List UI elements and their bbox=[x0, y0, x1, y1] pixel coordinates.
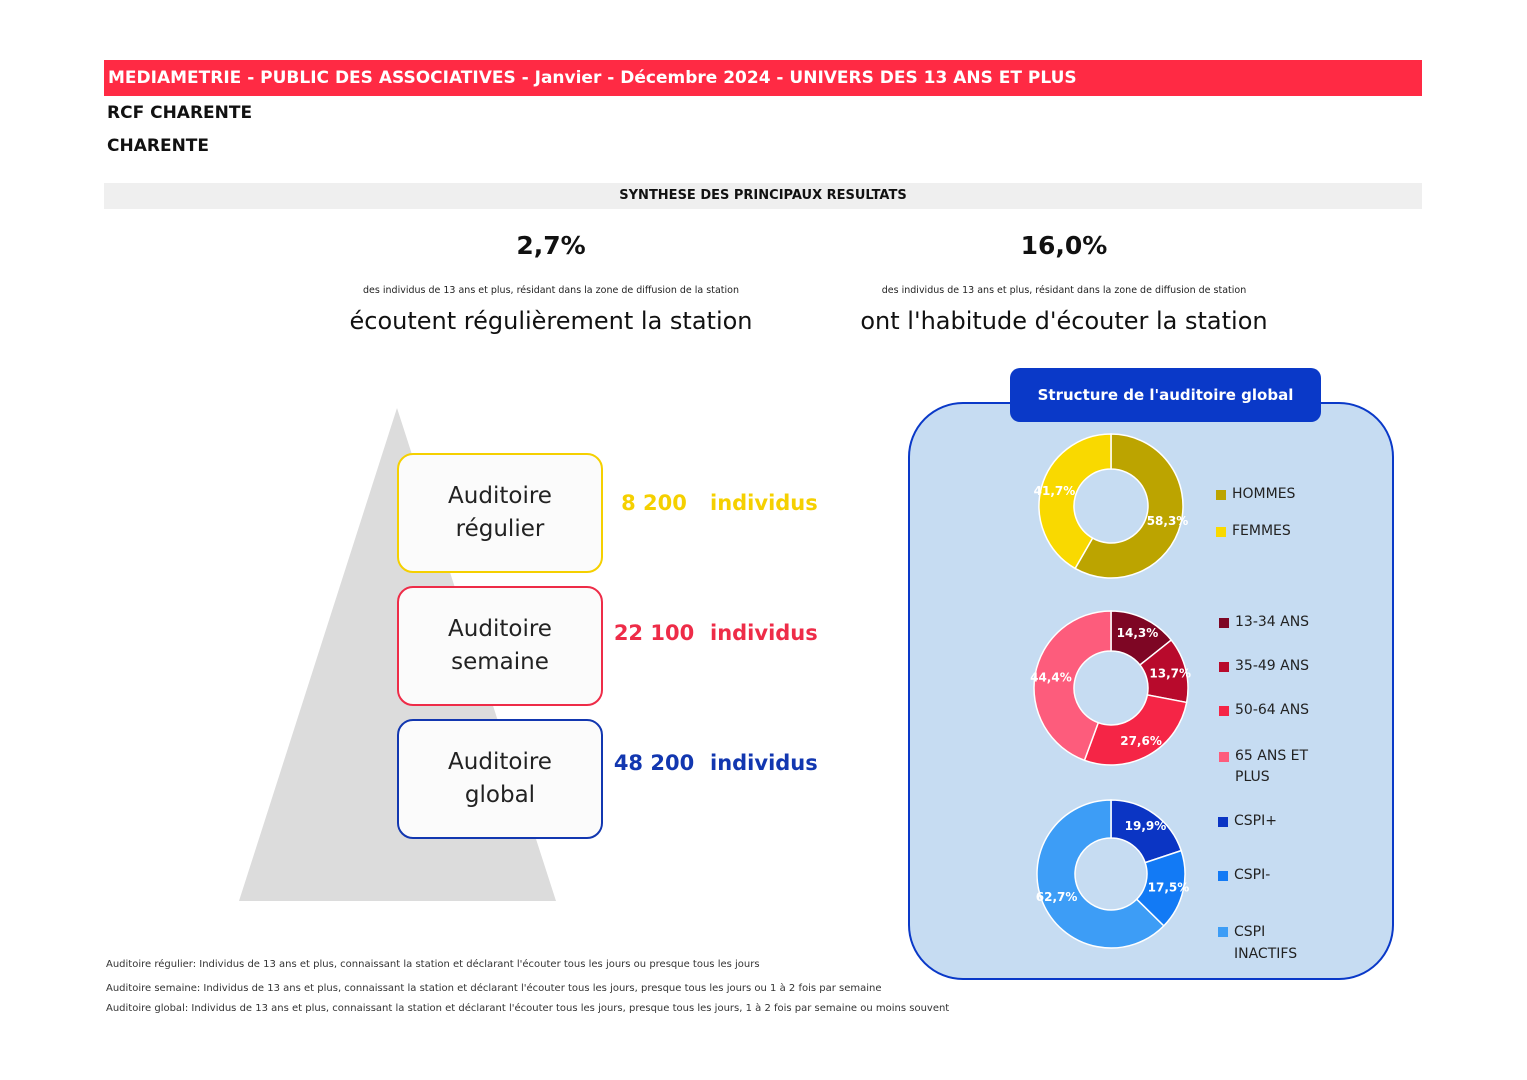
footnote-weekly: Auditoire semaine: Individus de 13 ans et plus, connaissant la station et déclarant l'écouter tous les jours, presque tous les jours ou 1 à 2 fois par semaine bbox=[106, 983, 882, 994]
audience-unit-weekly: individus bbox=[710, 621, 818, 645]
legend-swatch bbox=[1218, 817, 1228, 827]
donut-data-label: 41,7% bbox=[1033, 483, 1076, 498]
kpi-habit-note: des individus de 13 ans et plus, résidant dans la zone de diffusion de station bbox=[881, 285, 1247, 296]
legend-swatch bbox=[1219, 618, 1229, 628]
donut-data-label: 19,9% bbox=[1124, 819, 1167, 834]
synthesis-title: SYNTHESE DES PRINCIPAUX RESULTATS bbox=[104, 183, 1422, 209]
donut-slice-50-64-ans bbox=[1084, 695, 1186, 765]
legend-swatch bbox=[1218, 871, 1228, 881]
kpi-regular-note: des individus de 13 ans et plus, résidant dans la zone de diffusion de la station bbox=[363, 285, 739, 296]
audience-count-regular: 8 200 bbox=[621, 491, 687, 515]
audience-count-weekly: 22 100 bbox=[613, 621, 695, 645]
legend-csp bbox=[1218, 813, 1298, 965]
donut-data-label: 27,6% bbox=[1120, 734, 1162, 749]
audience-unit-global: individus bbox=[710, 751, 818, 775]
legend-swatch bbox=[1216, 490, 1226, 500]
donut-data-label: 58,3% bbox=[1146, 514, 1189, 529]
audience-label-line1: Auditoire bbox=[448, 749, 552, 775]
audience-count-global: 48 200 bbox=[613, 751, 695, 775]
donut-data-label: 14,3% bbox=[1116, 626, 1159, 641]
legend-item bbox=[1218, 921, 1298, 965]
donut-data-label: 44,4% bbox=[1030, 670, 1072, 685]
legend-label: 50-64 ANS bbox=[1235, 702, 1310, 718]
legend-label: 65 ANS ET PLUS bbox=[1235, 748, 1309, 785]
report-banner: MEDIAMETRIE - PUBLIC DES ASSOCIATIVES - Janvier - Décembre 2024 - UNIVERS DES 13 ANS ET PLUS bbox=[104, 60, 1422, 96]
audience-label-line1: Auditoire bbox=[448, 616, 552, 642]
donut-data-label: 17,5% bbox=[1147, 880, 1190, 895]
legend-age bbox=[1219, 614, 1319, 788]
kpi-habit-desc: ont l'habitude d'écouter la station bbox=[860, 307, 1268, 335]
legend-sex bbox=[1216, 486, 1295, 539]
footnote-global: Auditoire global: Individus de 13 ans et plus, connaissant la station et déclarant l'écouter tous les jours, presque tous les jours, 1 à 2 fois par semaine ou moins souvent bbox=[106, 1003, 950, 1014]
audience-unit-regular: individus bbox=[710, 491, 818, 515]
legend-label: 35-49 ANS bbox=[1235, 658, 1310, 674]
legend-swatch bbox=[1216, 527, 1226, 537]
donut-data-label: 62,7% bbox=[1035, 889, 1078, 904]
audience-label-line2: semaine bbox=[451, 649, 549, 675]
footnote-regular: Auditoire régulier: Individus de 13 ans et plus, connaissant la station et déclarant l'écouter tous les jours ou presque tous les jours bbox=[106, 959, 760, 970]
legend-label: HOMMES bbox=[1232, 486, 1296, 502]
panel-title: Structure de l'auditoire global bbox=[1010, 368, 1321, 422]
legend-swatch bbox=[1219, 662, 1229, 672]
kpi-regular-value: 2,7% bbox=[516, 231, 586, 260]
station-name: RCF CHARENTE bbox=[107, 103, 253, 123]
legend-item bbox=[1218, 813, 1298, 867]
zone-name: CHARENTE bbox=[107, 136, 209, 156]
kpi-regular-desc: écoutent régulièrement la station bbox=[349, 307, 753, 335]
legend-item bbox=[1219, 746, 1319, 788]
legend-item bbox=[1218, 867, 1298, 921]
legend-item bbox=[1219, 702, 1319, 746]
legend-label: CSPI+ bbox=[1234, 813, 1277, 829]
legend-item bbox=[1219, 658, 1319, 702]
legend-swatch bbox=[1219, 752, 1229, 762]
legend-label: CSPI INACTIFS bbox=[1234, 924, 1298, 962]
legend-label: CSPI- bbox=[1234, 867, 1271, 883]
audience-label-line2: global bbox=[464, 782, 536, 808]
legend-swatch bbox=[1219, 706, 1229, 716]
audience-label-line2: régulier bbox=[455, 516, 545, 542]
legend-label: FEMMES bbox=[1232, 523, 1291, 539]
legend-swatch bbox=[1218, 927, 1228, 937]
audience-label-line1: Auditoire bbox=[448, 483, 552, 509]
kpi-habit-value: 16,0% bbox=[1020, 231, 1108, 260]
legend-item bbox=[1216, 523, 1295, 539]
legend-label: 13-34 ANS bbox=[1235, 614, 1310, 630]
donut-data-label: 13,7% bbox=[1149, 666, 1192, 681]
legend-item bbox=[1219, 614, 1319, 658]
legend-item bbox=[1216, 486, 1295, 523]
